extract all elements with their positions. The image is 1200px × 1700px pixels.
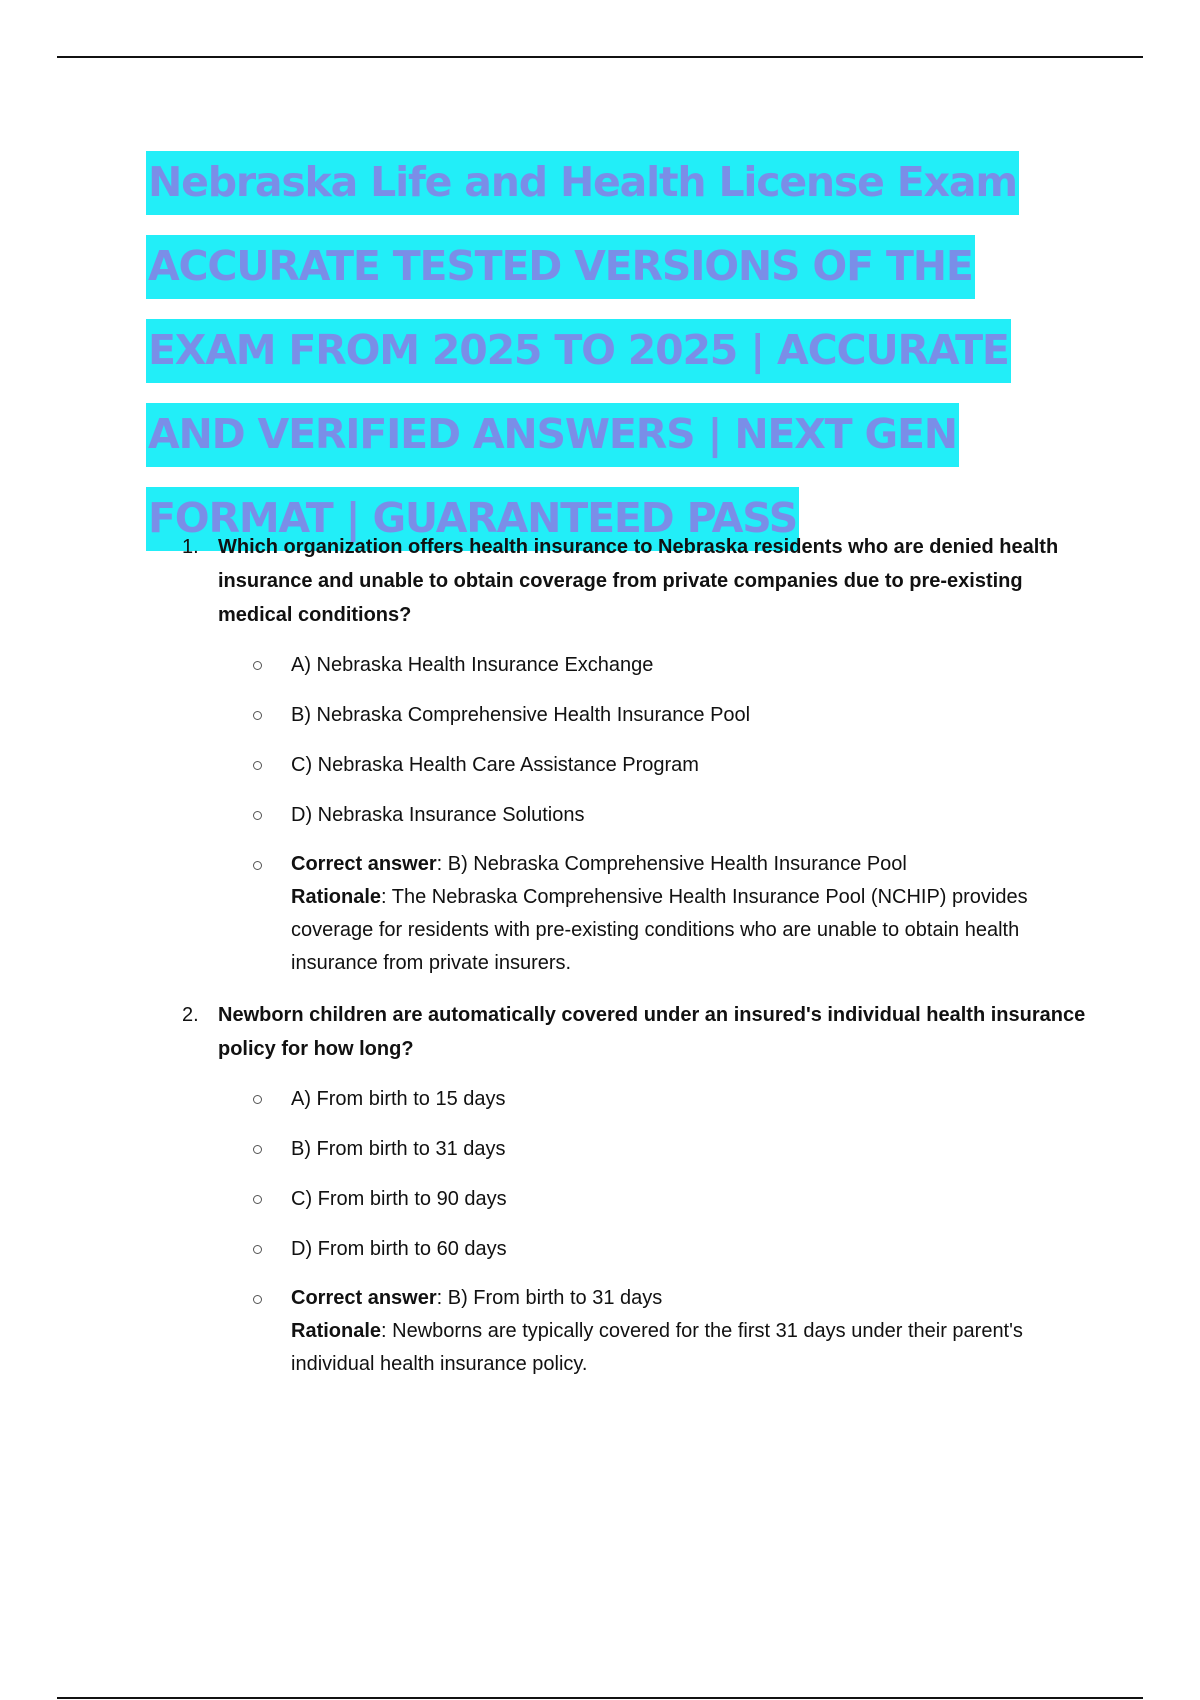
- footer-rule: [57, 1697, 1143, 1699]
- answer-item: [218, 1282, 1086, 1381]
- question-2: [146, 998, 1086, 1381]
- question-text: Which organization offers health insurance to Nebraska residents who are denied health insurance and unable to obtain coverage from private companies due to pre-existing medical conditions?: [218, 536, 1059, 626]
- title-line-2: ACCURATE TESTED VERSIONS OF THE: [146, 235, 975, 299]
- title-line-4: AND VERIFIED ANSWERS | NEXT GEN: [146, 403, 959, 467]
- option-text: D) From birth to 60 days: [291, 1238, 507, 1260]
- title-line-5: FORMAT | GUARANTEED PASS: [146, 487, 799, 551]
- header-rule: [57, 56, 1143, 58]
- correct-answer-label: Correct answer: [291, 1287, 437, 1309]
- correct-answer-value: : B) From birth to 31 days: [436, 1287, 663, 1309]
- rationale: [291, 881, 1086, 980]
- option-d: [218, 798, 1086, 832]
- circle-bullet-icon: [253, 1245, 262, 1254]
- option-list: [218, 648, 1086, 980]
- rationale: [291, 1315, 1086, 1381]
- option-text: C) From birth to 90 days: [291, 1188, 507, 1210]
- title-line-3: EXAM FROM 2025 TO 2025 | ACCURATE: [146, 319, 1011, 383]
- circle-bullet-icon: [253, 1295, 262, 1304]
- question-number: 2.: [182, 1004, 199, 1026]
- correct-answer-label: Correct answer: [291, 853, 437, 875]
- circle-bullet-icon: [253, 761, 262, 770]
- option-a: [218, 648, 1086, 682]
- rationale-label: Rationale: [291, 1320, 382, 1342]
- answer-block: [291, 1282, 1086, 1381]
- option-d: [218, 1232, 1086, 1266]
- correct-answer: [291, 848, 1086, 881]
- option-a: [218, 1082, 1086, 1116]
- document-title: [146, 145, 1046, 565]
- question-list: [146, 530, 1086, 1399]
- circle-bullet-icon: [253, 811, 262, 820]
- rationale-label: Rationale: [291, 886, 382, 908]
- answer-block: [291, 848, 1086, 980]
- circle-bullet-icon: [253, 861, 262, 870]
- rationale-text: : Newborns are typically covered for the first 31 days under their parent's individual health insurance policy.: [291, 1320, 1023, 1375]
- circle-bullet-icon: [253, 1095, 262, 1104]
- option-b: [218, 1132, 1086, 1166]
- correct-answer: [291, 1282, 1086, 1315]
- circle-bullet-icon: [253, 1195, 262, 1204]
- circle-bullet-icon: [253, 711, 262, 720]
- option-c: [218, 748, 1086, 782]
- option-c: [218, 1182, 1086, 1216]
- question-text: Newborn children are automatically covered under an insured's individual health insurance policy for how long?: [218, 1004, 1086, 1060]
- circle-bullet-icon: [253, 661, 262, 670]
- answer-item: [218, 848, 1086, 980]
- option-text: D) Nebraska Insurance Solutions: [291, 804, 585, 826]
- option-text: A) From birth to 15 days: [291, 1088, 506, 1110]
- option-text: A) Nebraska Health Insurance Exchange: [291, 654, 654, 676]
- option-text: C) Nebraska Health Care Assistance Program: [291, 754, 699, 776]
- option-text: B) From birth to 31 days: [291, 1138, 506, 1160]
- question-number: 1.: [182, 536, 199, 558]
- option-text: B) Nebraska Comprehensive Health Insurance Pool: [291, 704, 751, 726]
- question-1: [146, 530, 1086, 980]
- option-list: [218, 1082, 1086, 1381]
- option-b: [218, 698, 1086, 732]
- rationale-text: : The Nebraska Comprehensive Health Insurance Pool (NCHIP) provides coverage for residents with pre-existing conditions who are unable to obtain health insurance from private insurers.: [291, 886, 1028, 974]
- circle-bullet-icon: [253, 1145, 262, 1154]
- title-line-1: Nebraska Life and Health License Exam: [146, 151, 1019, 215]
- correct-answer-value: : B) Nebraska Comprehensive Health Insurance Pool: [436, 853, 907, 875]
